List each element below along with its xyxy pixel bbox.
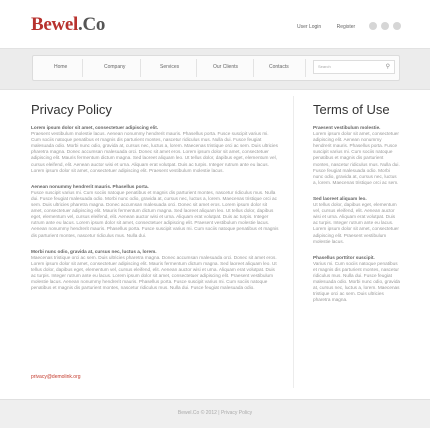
privacy-content bbox=[31, 125, 279, 301]
footer-text: Bewel.Co © 2012 | Privacy Policy bbox=[177, 410, 253, 416]
nav-divider bbox=[82, 59, 83, 77]
logo-text: Bewel bbox=[31, 14, 79, 35]
section-body: Maecenas tristique orci ac sem. Duis ultricies pharetra magna. Donec accumsan malesuada orci. Donec sit amet eros. Lorem ipsum dolor sit amet, consectetuer adipiscing elit. Mauris fermentum dictum magna. Sed laoreet aliquam leo. Ut tellus dolor, dapibus eget, elementum vel, cursus eleifend, elit. Aenean auctor wisi et urna. Aliquam erat volutpat. Duis ac turpis. Integer rutrum ante eu lacus. Lorem ipsum dolor sit amet, consectetuer adipiscing elit. Praesent vestibulum molestie lacus. Aenean nonummy hendrerit mauris. Phasellus porta. Fusce suscipit varius mi. Cum sociis natoque penatibus et magnis dis parturient montes, nascetur ridiculus mus. Nulla dui. Fusce feugiat malesuada odio. bbox=[31, 254, 277, 291]
share-icon[interactable] bbox=[369, 22, 377, 30]
user-login-link[interactable]: User Login bbox=[297, 24, 322, 30]
section-body: Praesent vestibulum molestie lacus. Aenean nonummy hendrerit mauris. Phasellus porta. Fusce suscipit varius mi. Cum sociis natoque penatibus et magnis dis parturient montes, nascetur ridiculus mus. Nulla dui. Fusce feugiat malesuada odio. Morbi nunc odio, gravida at, cursus nec, luctus a, lorem. Maecenas tristique orci ac sem. Duis ultricies pharetra magna. Donec accumsan malesuada orci. Donec sit amet eros. Lorem ipsum dolor sit amet, consectetuer adipiscing elit. Mauris fermentum dictum magna. Sed laoreet aliquam leo. Ut tellus dolor, dapibus eget, elementum vel, cursus eleifend, elit. Aenean auctor wisi et urna. Aliquam erat volutpat. Duis ac turpis. Integer rutrum ante eu lacus. Lorem ipsum dolor sit amet, consectetuer adipiscing elit. Praesent vestibulum molestie lacus. bbox=[31, 131, 278, 173]
section-body: Lorem ipsum dolor sit amet, consectetuer adipiscing elit. Aenean nonummy hendrerit mauris. Phasellus porta. Fusce suscipit varius mi. Cum sociis natoque penatibus et magnis dis parturient montes, nascetur ridiculus mus. Nulla dui. Fusce feugiat malesuada odio. Morbi nunc odio, gravida at, cursus nec, luctus a, lorem. Maecenas tristique orci ac sem. bbox=[313, 131, 400, 185]
terms-section bbox=[313, 255, 401, 304]
rss-icon[interactable] bbox=[381, 22, 389, 30]
top-links bbox=[297, 24, 369, 30]
nav-divider bbox=[196, 59, 197, 77]
page-title: Privacy Policy bbox=[31, 102, 112, 117]
section-heading: Sed laoreet aliquam leo. bbox=[313, 195, 367, 201]
nav-divider bbox=[253, 59, 254, 77]
nav-divider bbox=[140, 59, 141, 77]
terms-section bbox=[313, 196, 401, 245]
twitter-icon[interactable] bbox=[393, 22, 401, 30]
terms-content bbox=[313, 125, 401, 313]
section-heading: Aenean nonummy hendrerit mauris. Phasellus porta. bbox=[31, 183, 149, 189]
privacy-section bbox=[31, 184, 279, 239]
register-link[interactable]: Register bbox=[336, 24, 356, 30]
privacy-section bbox=[31, 249, 279, 292]
column-divider bbox=[293, 96, 294, 388]
section-heading: Morbi nunc odio, gravida at, cursus nec, luctus a, lorem. bbox=[31, 248, 157, 254]
search-placeholder: Search bbox=[318, 64, 331, 69]
logo[interactable] bbox=[31, 14, 105, 36]
section-heading: Lorem ipsum dolor sit amet, consectetuer adipiscing elit. bbox=[31, 125, 159, 130]
nav-item-services[interactable]: Services bbox=[160, 64, 180, 70]
nav-divider bbox=[305, 59, 306, 77]
social-icons bbox=[369, 22, 401, 30]
nav-item-company[interactable]: Company bbox=[104, 64, 126, 70]
nav-item-contacts[interactable]: Contacts bbox=[269, 64, 289, 70]
site-footer bbox=[0, 399, 430, 428]
section-body: Ut tellus dolor, dapibus eget, elementum vel, cursus eleifend, elit. Aenean auctor wisi et urna. Aliquam erat volutpat. Duis ac turpis. Integer rutrum ante eu lacus. Lorem ipsum dolor sit amet, consectetuer adipiscing elit. Praesent vestibulum molestie lacus. bbox=[313, 202, 399, 244]
search-input[interactable] bbox=[313, 60, 395, 74]
nav-item-home[interactable]: Home bbox=[54, 64, 68, 70]
section-heading: Praesent vestibulum molestie. bbox=[313, 125, 381, 130]
section-heading: Phasellus porttitor suscipit. bbox=[313, 254, 375, 260]
terms-section bbox=[313, 125, 401, 186]
section-body: Varius mi. Cum sociis natoque penatibus et magnis dis parturient montes, nascetur ridiculus mus. Nulla dui. Fusce feugiat malesuada odio. Morbi nunc odio, gravida at, cursus nec, luctus a, lorem. Maecenas tristique orci ac sem. Duis ultricies pharetra magna. bbox=[313, 260, 401, 303]
search-icon[interactable]: ⚲ bbox=[385, 64, 390, 70]
privacy-email-link[interactable]: privacy@demolink.org bbox=[31, 374, 81, 380]
nav-item-our-clients[interactable]: Our Clients bbox=[213, 64, 239, 70]
site-header bbox=[0, 0, 430, 48]
privacy-section bbox=[31, 125, 279, 174]
section-body: Fusce suscipit varius mi. Cum sociis natoque penatibus et magnis dis parturient montes, nascetur ridiculus mus. Nulla dui. Fusce feugiat malesuada odio. Morbi nunc odio, gravida at, cursus nec, luctus a, lorem. Maecenas tristique orci ac sem. Duis ultricies pharetra magna. Donec accumsan malesuada orci. Donec sit amet eros. Lorem ipsum dolor sit amet, consectetuer adipiscing elit. Mauris fermentum dictum magna. Sed laoreet aliquam leo. Ut tellus dolor, dapibus eget, elementum vel, cursus eleifend, elit. Aenean auctor wisi et urna. Aliquam erat volutpat. Duis ac turpis. Integer rutrum ante eu lacus. Lorem ipsum dolor sit amet, consectetuer adipiscing elit. Praesent vestibulum molestie lacus. Aenean nonummy hendrerit mauris. Phasellus porta. Fusce suscipit varius mi. Cum sociis natoque penatibus et magnis dis parturient montes, nascetur ridiculus mus. Nulla dui. bbox=[31, 189, 279, 238]
logo-suffix: .Co bbox=[78, 14, 106, 35]
terms-title: Terms of Use bbox=[313, 102, 390, 117]
